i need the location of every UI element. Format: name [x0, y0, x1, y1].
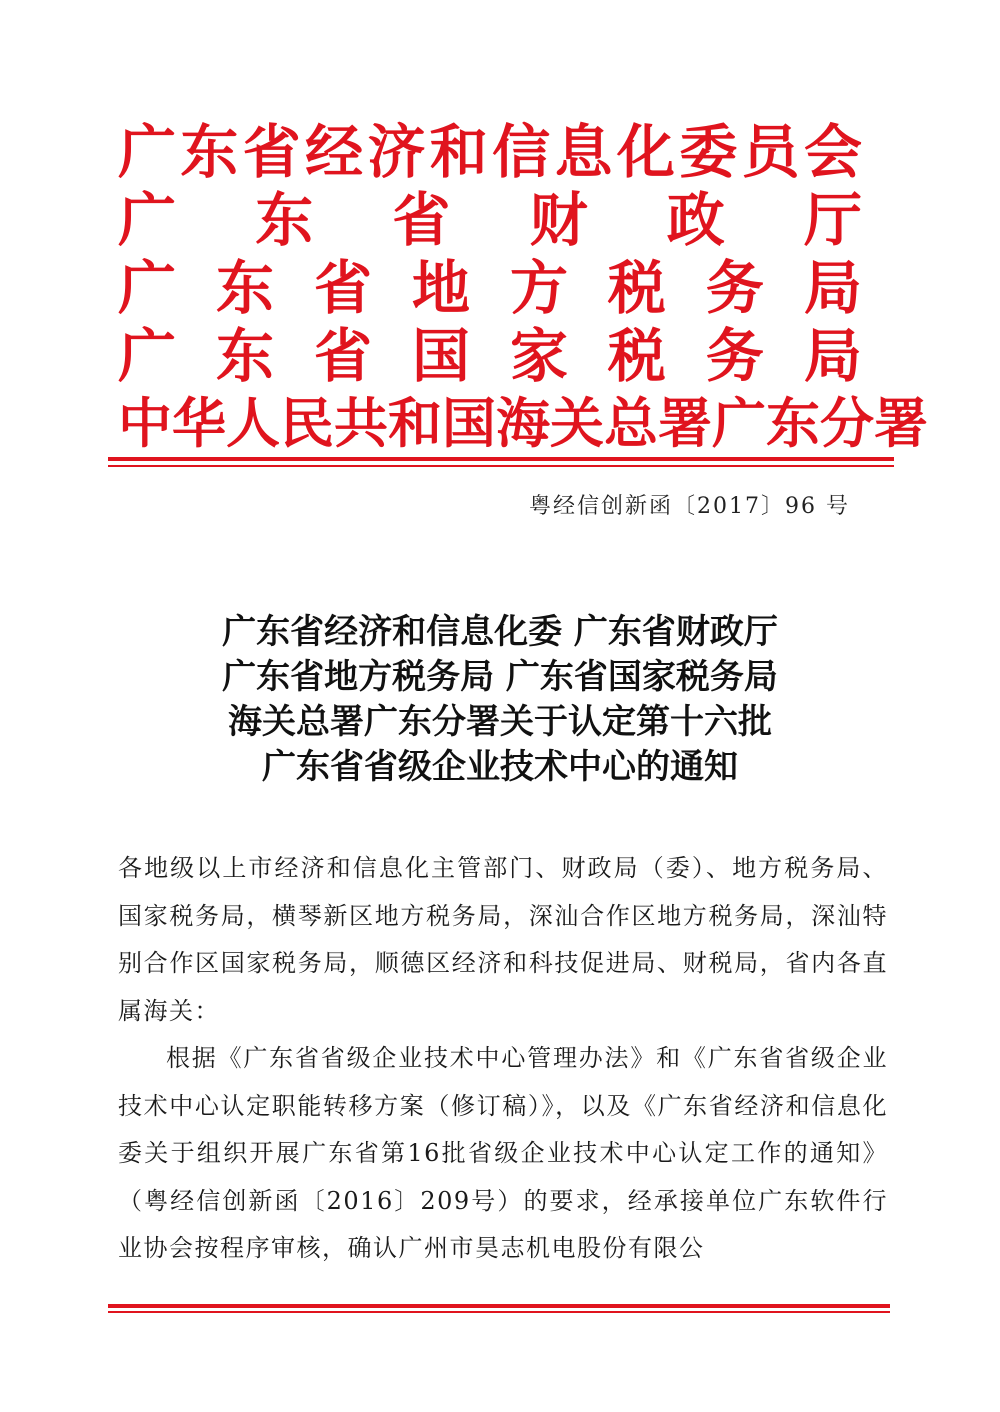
org-char: 中: [118, 392, 172, 455]
org-char: 务: [705, 322, 764, 390]
org-char: 广: [118, 254, 177, 322]
org-char: 华: [172, 392, 226, 455]
org-char: 化: [616, 118, 675, 186]
org-char: 地: [411, 254, 470, 322]
org-char: 署: [658, 392, 712, 455]
org-char: 东: [255, 186, 314, 254]
document-body: [118, 845, 888, 1273]
org-char: 厅: [803, 186, 862, 254]
org-char: 东: [180, 118, 239, 186]
body-paragraph-1: 根据《广东省省级企业技术中心管理办法》和《广东省省级企业技术中心认定职能转移方案（修订稿）》，以及《广东省经济和信息化委关于组织开展广东省第16批省级企业技术中心认定工作的通知》（粤经信创新函〔2016〕209号）的要求，经承接单位广东软件行业协会按程序审核，确认广州市昊志机电股份有限公: [118, 1044, 888, 1262]
org-char: 财: [529, 186, 588, 254]
org-line-5: [118, 390, 928, 458]
org-char: 务: [705, 254, 764, 322]
org-char: 关: [550, 392, 604, 455]
org-char: 政: [666, 186, 725, 254]
org-char: 广: [712, 392, 766, 455]
org-char: 息: [554, 118, 613, 186]
org-char: 东: [215, 254, 274, 322]
org-char: 国: [411, 322, 470, 390]
title-line-2: 广东省地方税务局 广东省国家税务局: [222, 657, 778, 697]
org-char: 广: [118, 322, 177, 390]
org-char: 东: [215, 322, 274, 390]
title-line-1: 广东省经济和信息化委 广东省财政厅: [222, 612, 778, 652]
org-char: 方: [509, 254, 568, 322]
org-char: 广: [118, 118, 177, 186]
org-char: 税: [607, 322, 666, 390]
org-char: 局: [803, 254, 862, 322]
org-char: 分: [820, 392, 874, 455]
org-line-2: [118, 186, 862, 254]
org-char: 省: [313, 254, 372, 322]
org-char: 局: [803, 322, 862, 390]
org-char: 省: [392, 186, 451, 254]
org-char: 经: [305, 118, 364, 186]
org-line-1: [118, 118, 862, 186]
footer-red-rule-thick: [108, 1304, 890, 1308]
org-char: 和: [429, 118, 488, 186]
org-char: 家: [509, 322, 568, 390]
org-char: 国: [442, 392, 496, 455]
org-line-3: [118, 254, 862, 322]
header-red-rule-thick: [108, 457, 894, 461]
org-char: 海: [496, 392, 550, 455]
org-char: 共: [334, 392, 388, 455]
org-char: 广: [118, 186, 177, 254]
org-line-4: [118, 322, 862, 390]
org-char: 总: [604, 392, 658, 455]
org-char: 署: [874, 392, 928, 455]
org-char: 会: [803, 118, 862, 186]
org-char: 省: [313, 322, 372, 390]
footer-red-rule-thin: [108, 1311, 890, 1313]
issuing-organizations: [118, 118, 928, 458]
org-char: 信: [492, 118, 551, 186]
org-char: 东: [766, 392, 820, 455]
document-title: [130, 610, 870, 790]
org-char: 和: [388, 392, 442, 455]
title-line-4: 广东省省级企业技术中心的通知: [262, 747, 738, 787]
org-char: 民: [280, 392, 334, 455]
org-char: 委: [679, 118, 738, 186]
document-number: 粤经信创新函〔2017〕96 号: [529, 494, 850, 519]
org-char: 省: [242, 118, 301, 186]
header-red-rule-thin: [108, 465, 894, 467]
salutation: 各地级以上市经济和信息化主管部门、财政局（委）、地方税务局、国家税务局，横琴新区地方税务局，深汕合作区地方税务局，深汕特别合作区国家税务局，顺德区经济和科技促进局、财税局，省内各直属海关：: [118, 854, 888, 1025]
title-line-3: 海关总署广东分署关于认定第十六批: [228, 702, 772, 742]
org-char: 济: [367, 118, 426, 186]
org-char: 税: [607, 254, 666, 322]
org-char: 人: [226, 392, 280, 455]
org-char: 员: [741, 118, 800, 186]
